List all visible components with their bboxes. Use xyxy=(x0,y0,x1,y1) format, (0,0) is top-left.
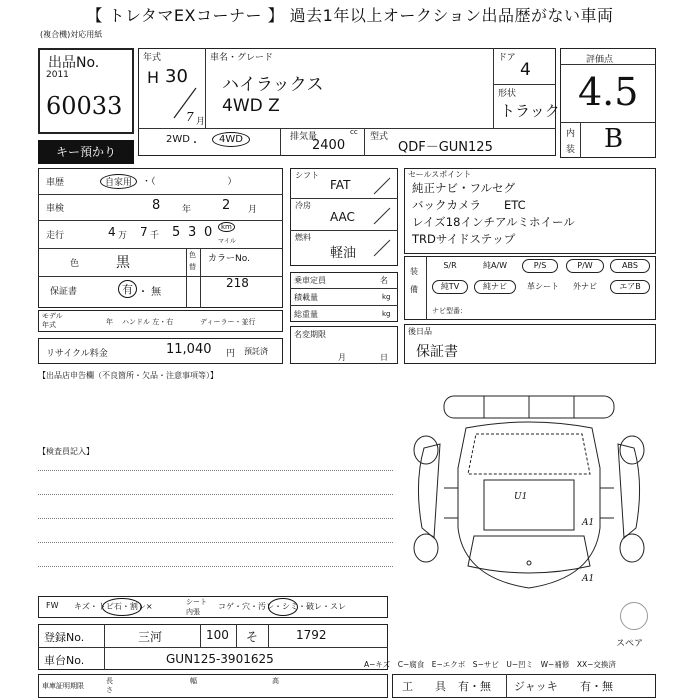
interior-label-2: 装 xyxy=(566,145,576,155)
dealer-options: ディーラー・並行 xyxy=(200,318,256,326)
inspection-label: 車検 xyxy=(46,204,65,214)
color-label: 色 xyxy=(70,259,80,269)
spare-label: スペア xyxy=(616,639,644,649)
damage-legend: A−キズ C−腐食 E−エクボ S−サビ U−凹ミ W−補修 XX−交換済 xyxy=(364,660,616,669)
interior-label-1: 内 xyxy=(566,129,576,139)
cert-l4: 高 xyxy=(272,677,279,685)
year-month: 7 xyxy=(186,110,194,124)
inspection-year: 8 xyxy=(152,198,161,213)
name-change-label: 名変期限 xyxy=(294,330,326,339)
color-no-label: カラーNo. xyxy=(208,254,250,264)
equip-airbag-circled: エアB xyxy=(610,280,650,294)
warranty-label: 保証書 xyxy=(50,287,78,297)
seller-section-title: 【出品店申告欄（不良箇所・欠品・注意事項等）】 xyxy=(38,371,218,380)
tools-label: 工 具 xyxy=(402,680,446,693)
registration-class: 100 xyxy=(206,628,229,642)
lot-number: 60033 xyxy=(46,92,123,120)
equip-navi-circled: 純ナビ xyxy=(474,280,516,294)
registration-number: 1792 xyxy=(296,628,327,642)
cert-label: 車庫証明期限 xyxy=(42,682,84,690)
color-change-1: 色 xyxy=(189,251,196,259)
tools-value: 有・無 xyxy=(458,680,491,693)
mileage-d2: 7 xyxy=(140,225,148,239)
doors-label: ドア xyxy=(498,53,516,63)
defects-interior: コゲ・穴・汚レ・シミ・破レ・スレ xyxy=(218,602,346,611)
defects-exterior: キズ・トビ石・割レ× xyxy=(74,602,153,611)
grade-value: 4.5 xyxy=(578,70,639,114)
year-era: H xyxy=(147,68,160,87)
color-change-2: 替 xyxy=(189,263,196,271)
interior-value: B xyxy=(604,124,624,154)
recycle-label: リサイクル料金 xyxy=(46,349,108,359)
year-slash xyxy=(170,86,200,120)
model-grade: 4WD Z xyxy=(222,96,280,116)
year-month-unit: 月 xyxy=(196,117,206,127)
history-value-circled: 自家用 xyxy=(100,174,137,189)
chassis-label: 車台No. xyxy=(44,654,85,667)
mileage-d4: 3 xyxy=(188,225,197,240)
registration-kana: そ xyxy=(246,630,259,644)
displacement-unit: cc xyxy=(350,128,358,136)
cert-l2: さ xyxy=(106,686,113,694)
grade-label: 評価点 xyxy=(586,55,614,65)
body-value: トラック xyxy=(500,102,560,120)
drive-2wd: 2WD xyxy=(166,134,190,145)
equip-pw-circled: P/W xyxy=(566,259,604,273)
form-subtitle: (複合機)対応用紙 xyxy=(40,30,103,39)
diagram-mark-rear: A1 xyxy=(582,574,595,584)
handle-options: ハンドル 左・右 xyxy=(122,318,174,326)
drive-4wd-circled: 4WD xyxy=(212,132,250,147)
capacity-unit: 名 xyxy=(380,276,388,285)
banner-title: 【 トレタマEXコーナー 】 過去1年以上オークション出品歴がない車両 xyxy=(0,0,700,32)
history-other: ・（ ） xyxy=(142,177,237,187)
model-year-label-1: モデル xyxy=(42,312,63,320)
after-date-label: 後日品 xyxy=(408,327,432,336)
mileage-u2: 千 xyxy=(150,231,160,241)
selling-point-2: バックカメラ ETC xyxy=(412,198,526,212)
mileage-d3: 5 xyxy=(172,225,181,240)
equip-abs-circled: ABS xyxy=(610,259,650,273)
ac-value: AAC xyxy=(330,210,355,224)
equip-ext-navi: 外ナビ xyxy=(573,282,597,291)
name-change-day: 日 xyxy=(380,353,388,362)
equip-alloy: 純A/W xyxy=(482,261,508,270)
mileage-d1: 4 xyxy=(108,225,116,239)
equip-ps-circled: P/S xyxy=(522,259,558,273)
recycle-unit: 円 xyxy=(226,349,236,359)
model-year-label-2: 年式 xyxy=(42,321,56,329)
type-code-label: 型式 xyxy=(370,132,389,142)
ac-label: 冷房 xyxy=(295,201,311,210)
key-status-badge xyxy=(38,140,134,164)
navi-model-label: ナビ型番： xyxy=(432,307,467,315)
gross-unit: kg xyxy=(382,310,391,318)
key-status-text: キー預かり xyxy=(55,145,116,159)
cert-frame xyxy=(38,674,388,698)
inspection-year-unit: 年 xyxy=(182,205,192,215)
equipment-label-1: 装 xyxy=(410,267,418,276)
displacement-value: 2400 xyxy=(312,138,346,153)
history-label: 車歴 xyxy=(46,178,65,188)
warranty-no: ・ 無 xyxy=(138,287,162,298)
year-value: 30 xyxy=(165,66,188,87)
selling-points-list xyxy=(412,180,575,248)
drive-sep: ・ xyxy=(190,138,200,149)
defects-seat-1: シート xyxy=(186,598,207,606)
cert-l3: 幅 xyxy=(190,677,197,685)
inspection-month: 2 xyxy=(222,198,231,213)
mileage-km-circled: km xyxy=(218,222,235,232)
equip-sr: S/R xyxy=(443,261,457,270)
fuel-label: 燃料 xyxy=(295,233,311,242)
defects-fw: FW xyxy=(46,601,59,610)
spare-tire-icon xyxy=(620,602,648,630)
mileage-u1: 万 xyxy=(118,231,128,241)
shift-value: FAT xyxy=(330,178,351,192)
lot-box xyxy=(38,48,134,134)
chassis-value: GUN125-3901625 xyxy=(166,652,274,666)
diagram-mark-right: A1 xyxy=(582,518,595,528)
gross-label: 総重量 xyxy=(294,310,318,319)
selling-point-3: レイズ18インチアルミホイール xyxy=(412,215,575,229)
shift-label: シフト xyxy=(295,171,319,180)
registration-label: 登録No. xyxy=(44,631,85,644)
inspector-section-title: 【検査員記入】 xyxy=(38,447,94,456)
fuel-value: 軽油 xyxy=(330,246,357,261)
jack-label: ジャッキ xyxy=(514,680,558,693)
color-no-value: 218 xyxy=(226,276,249,290)
lot-stamp: 2011 xyxy=(46,70,69,80)
selling-points-label: セールスポイント xyxy=(408,170,472,179)
after-date-value: 保証書 xyxy=(416,344,458,360)
mileage-d5: 0 xyxy=(204,225,213,240)
type-code-value: QDF－GUN125 xyxy=(398,140,493,155)
diagram-mark-roof: U1 xyxy=(514,492,528,502)
model-label: 車名・グレード xyxy=(210,53,274,63)
mileage-label: 走行 xyxy=(46,231,65,241)
body-label: 形状 xyxy=(498,89,517,99)
selling-point-4: TRDサイドステップ xyxy=(412,232,516,246)
recycle-note: 預託済 xyxy=(244,347,268,356)
inspection-month-unit: 月 xyxy=(248,205,258,215)
load-unit: kg xyxy=(382,293,391,301)
selling-point-1: 純正ナビ・フルセグ xyxy=(412,181,516,195)
doors-value: 4 xyxy=(520,60,531,80)
color-value: 黒 xyxy=(116,255,130,271)
equipment-label-2: 備 xyxy=(410,285,418,294)
mileage-mile: マイル xyxy=(218,238,236,245)
load-label: 積載量 xyxy=(294,293,318,302)
model-year-unit: 年 xyxy=(106,318,113,326)
cert-l1: 長 xyxy=(106,677,113,685)
capacity-label: 乗車定員 xyxy=(294,276,326,285)
model-name: ハイラックス xyxy=(222,75,324,95)
recycle-value: 11,040 xyxy=(166,342,212,357)
defects-seat-2: 内張 xyxy=(186,608,200,616)
displacement-label: 排気量 xyxy=(290,132,318,142)
warranty-yes-circled: 有 xyxy=(118,280,137,298)
name-change-month: 月 xyxy=(338,353,346,362)
jack-value: 有・無 xyxy=(580,680,613,693)
equip-leather: 革シート xyxy=(527,282,559,291)
defects-dirt-circle xyxy=(268,598,298,616)
year-label: 年式 xyxy=(143,53,162,63)
vehicle-damage-diagram xyxy=(404,388,654,598)
equip-tv-circled: 純TV xyxy=(432,280,468,294)
shift-ac-fuel-slashes xyxy=(366,170,396,264)
lot-label: 出品No. xyxy=(48,55,100,71)
registration-area: 三河 xyxy=(138,630,163,644)
defects-chip-circle xyxy=(102,598,142,616)
